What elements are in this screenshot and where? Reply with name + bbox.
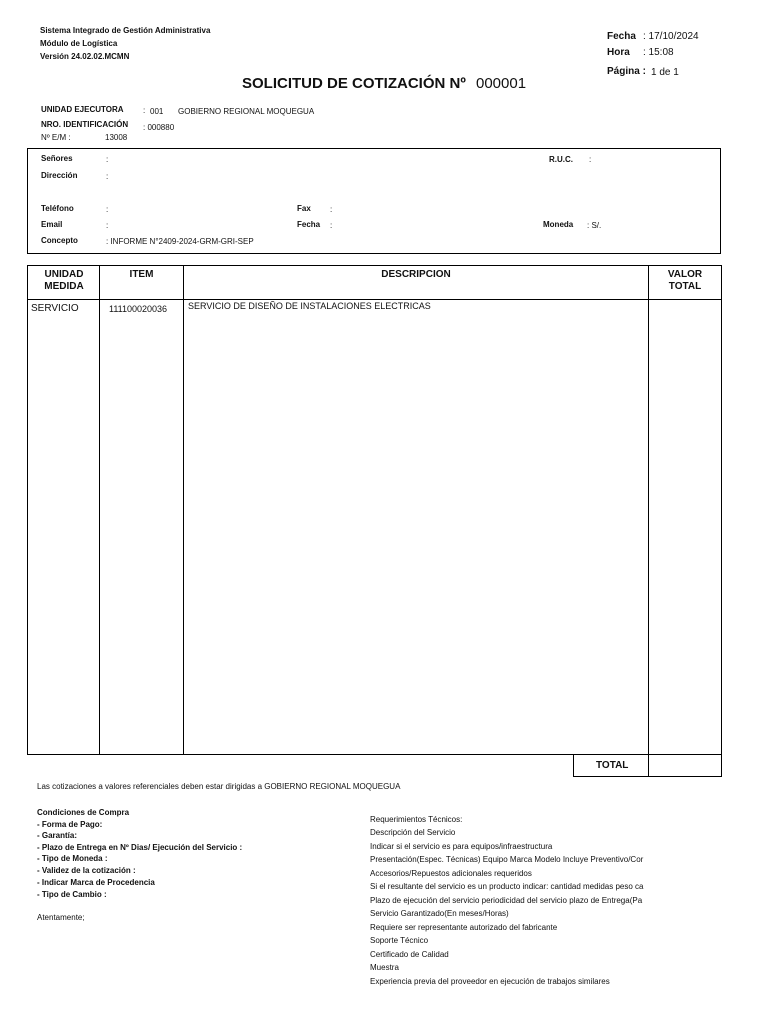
condition-item: - Indicar Marca de Procedencia: [37, 878, 155, 887]
concepto-value: : INFORME N°2409-2024-GRM-GRI-SEP: [106, 237, 254, 246]
col-divider-1: [99, 265, 100, 755]
telefono-label: Teléfono: [41, 204, 74, 213]
row-unidad: SERVICIO: [31, 303, 79, 314]
moneda-label: Moneda: [543, 220, 574, 229]
fax-label: Fax: [297, 204, 311, 213]
condition-item: - Tipo de Cambio :: [37, 890, 107, 899]
fecha-label: Fecha: [607, 31, 636, 42]
ruc-sep: :: [589, 155, 592, 164]
requirement-item: Si el resultante del servicio es un producto indicar: cantidad medidas peso ca: [370, 882, 644, 891]
condition-item: - Tipo de Moneda :: [37, 854, 108, 863]
nro-id-value: : 000880: [143, 123, 175, 132]
requirement-item: Certificado de Calidad: [370, 950, 449, 959]
total-divider: [648, 754, 649, 777]
col-divider-2: [183, 265, 184, 755]
supplier-fecha-label: Fecha: [297, 220, 321, 229]
hora-value: : 15:08: [643, 47, 674, 58]
ruc-label: R.U.C.: [549, 155, 573, 164]
fecha-value: : 17/10/2024: [643, 31, 699, 42]
fax-sep: :: [330, 205, 333, 214]
supplier-fecha-sep: :: [330, 221, 333, 230]
requirement-item: Descripción del Servicio: [370, 828, 456, 837]
email-sep: :: [106, 221, 109, 230]
requirement-item: Indicar si el servicio es para equipos/infraestructura: [370, 842, 553, 851]
pagina-label: Página :: [607, 66, 646, 77]
condition-item: - Garantía:: [37, 831, 78, 840]
requirement-item: Presentación(Espec. Técnicas) Equipo Marca Modelo Incluye Preventivo/Cor: [370, 855, 644, 864]
condition-item: - Forma de Pago:: [37, 820, 103, 829]
requirement-item: Plazo de ejecución del servicio periodicidad del servicio plazo de Entrega(Pa: [370, 896, 643, 905]
system-name: Sistema Integrado de Gestión Administrativa: [40, 26, 211, 35]
row-item: 111100020036: [109, 304, 168, 314]
total-label: TOTAL: [596, 760, 629, 771]
items-table: [27, 265, 722, 755]
header-item: ITEM: [129, 269, 154, 280]
condition-item: - Validez de la cotización :: [37, 866, 136, 875]
reference-note: Las cotizaciones a valores referenciales deben estar dirigidas a GOBIERNO REGIONAL MOQUEGUA: [37, 782, 401, 791]
table-header-divider: [27, 299, 722, 300]
ue-code: 001: [150, 107, 164, 116]
requirement-item: Requerimientos Técnicos:: [370, 815, 463, 824]
moneda-value: : S/.: [587, 221, 602, 230]
ue-sep: :: [143, 106, 146, 115]
senores-sep: :: [106, 155, 109, 164]
requirement-item: Servicio Garantizado(En meses/Horas): [370, 909, 509, 918]
senores-label: Señores: [41, 154, 73, 163]
header-unidad-medida: UNIDAD MEDIDA: [44, 269, 84, 292]
email-label: Email: [41, 220, 63, 229]
condition-item: - Plazo de Entrega en Nº Dias/ Ejecución del Servicio :: [37, 843, 243, 852]
requirement-item: Soporte Técnico: [370, 936, 429, 945]
direccion-sep: :: [106, 172, 109, 181]
header-valor-total: VALOR TOTAL: [667, 269, 703, 292]
document-number: 000001: [476, 75, 527, 92]
header-descripcion: DESCRIPCION: [381, 269, 451, 280]
requirement-item: Muestra: [370, 963, 399, 972]
document-title: SOLICITUD DE COTIZACIÓN Nº: [242, 75, 466, 92]
direccion-label: Dirección: [41, 171, 78, 180]
nro-id-label: NRO. IDENTIFICACIÓN: [41, 120, 129, 129]
em-value: 13008: [105, 133, 128, 142]
version-label: Versión 24.02.02.MCMN: [40, 52, 130, 61]
hora-label: Hora: [607, 47, 630, 58]
requirement-item: Accesorios/Repuestos adicionales requeridos: [370, 869, 532, 878]
module-name: Módulo de Logística: [40, 39, 118, 48]
conditions-title: Condiciones de Compra: [37, 808, 130, 817]
requirement-item: Experiencia previa del proveedor en ejecución de trabajos similares: [370, 977, 610, 986]
concepto-label: Concepto: [41, 236, 78, 245]
ue-label: UNIDAD EJECUTORA: [41, 105, 124, 114]
pagina-value: 1 de 1: [651, 67, 679, 78]
row-descripcion: SERVICIO DE DISEÑO DE INSTALACIONES ELECTRICAS: [188, 301, 431, 311]
telefono-sep: :: [106, 205, 109, 214]
ue-name: GOBIERNO REGIONAL MOQUEGUA: [178, 107, 315, 116]
requirement-item: Requiere ser representante autorizado del fabricante: [370, 923, 558, 932]
em-label: Nº E/M :: [41, 133, 71, 142]
closing-text: Atentamente;: [37, 913, 85, 922]
col-divider-3: [648, 265, 649, 755]
